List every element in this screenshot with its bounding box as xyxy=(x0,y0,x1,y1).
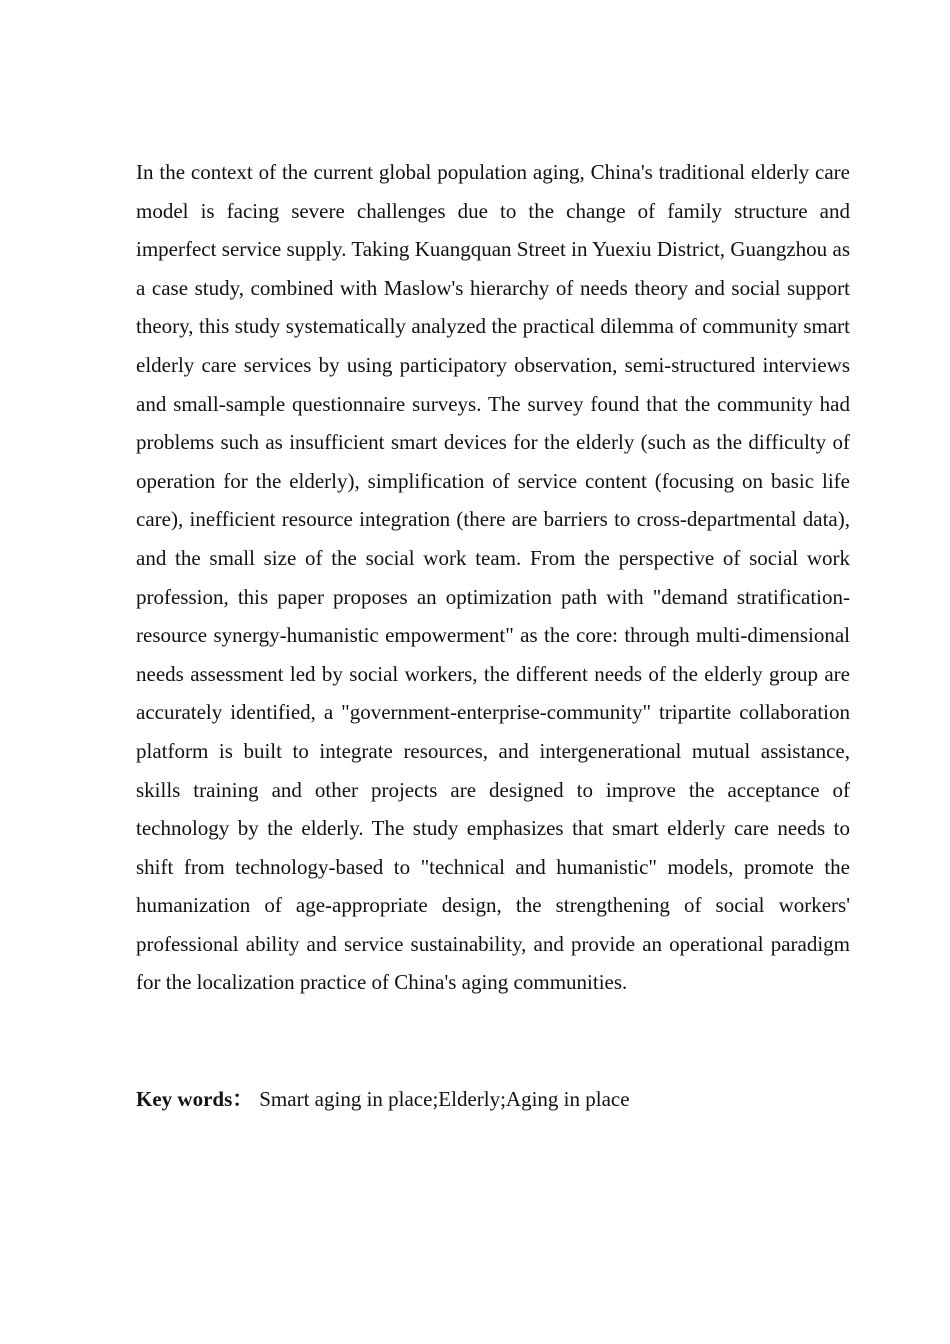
keywords-label: Key words xyxy=(136,1087,233,1111)
abstract-paragraph: In the context of the current global population aging, China's traditional elderly care model is facing severe challenges due to the change of family structure and imperfect service supply. Taking Kuangquan Street in Yuexiu District, Guangzhou as a case study, combined with Maslow's hierarchy of needs theory and social support theory, this study systematically analyzed the practical dilemma of community smart elderly care services by using participatory observation, semi-structured interviews and small-sample questionnaire surveys. The survey found that the community had problems such as insufficient smart devices for the elderly (such as the difficulty of operation for the elderly), simplification of service content (focusing on basic life care), inefficient resource integration (there are barriers to cross-departmental data), and the small size of the social work team. From the perspective of social work profession, this paper proposes an optimization path with "demand stratification-resource synergy-humanistic empowerment" as the core: through multi-dimensional needs assessment led by social workers, the different needs of the elderly group are accurately identified, a "government-enterprise-community" tripartite collaboration platform is built to integrate resources, and intergenerational mutual assistance, skills training and other projects are designed to improve the acceptance of technology by the elderly. The study emphasizes that smart elderly care needs to shift from technology-based to "technical and humanistic" models, promote the humanization of age-appropriate design, the strengthening of social workers' professional ability and service sustainability, and provide an operational paradigm for the localization practice of China's aging communities. xyxy=(136,160,850,995)
keywords-separator: ： xyxy=(232,1087,254,1111)
keywords-value: Smart aging in place;Elderly;Aging in place xyxy=(259,1087,630,1111)
keywords-line xyxy=(136,1080,850,1118)
